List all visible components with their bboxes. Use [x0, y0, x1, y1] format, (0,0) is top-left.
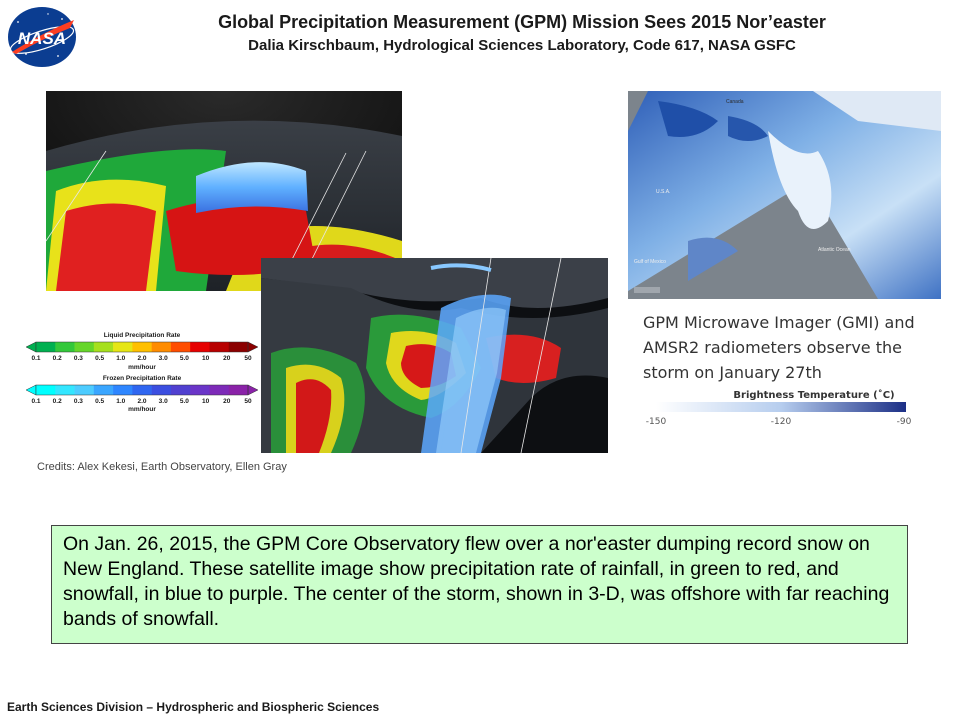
- liquid-scale-unit: mm/hour: [128, 364, 156, 371]
- scale_frozen-arrow-left: [26, 385, 36, 395]
- scale_frozen-color-cell: [75, 385, 95, 395]
- frozen-scale-title: Frozen Precipitation Rate: [102, 375, 182, 382]
- gpm-precipitation-map-image: [261, 258, 608, 453]
- scale_frozen-color-cell: [152, 385, 172, 395]
- bt-legend-bar: [656, 402, 906, 412]
- gmi-map-label-gulf: Gulf of Mexico: [634, 259, 666, 265]
- scale_liquid-color-cell: [55, 342, 75, 352]
- scale_liquid-tick-label: 0.5: [95, 355, 105, 362]
- page-title: Global Precipitation Measurement (GPM) Mission Sees 2015 Nor’easter: [218, 12, 826, 32]
- scale_liquid-tick-label: 50: [244, 355, 252, 362]
- scale_frozen-tick-label: 20: [223, 398, 231, 405]
- scale_liquid-tick-label: 3.0: [158, 355, 168, 362]
- scale_liquid-color-cell: [113, 342, 133, 352]
- gmi-caption: GPM Microwave Imager (GMI) and AMSR2 radiometers observe the storm on January 27th: [643, 313, 915, 382]
- gmi-map-label-canada: Canada: [726, 99, 744, 105]
- frozen-scale-bar: [26, 385, 258, 395]
- scale_frozen-tick-label: 3.0: [158, 398, 168, 405]
- liquid-scale-title: Liquid Precipitation Rate: [103, 332, 181, 339]
- scale_liquid-color-cell: [229, 342, 249, 352]
- scale_frozen-tick-label: 0.1: [31, 398, 41, 405]
- scale_liquid-color-cell: [132, 342, 152, 352]
- scale_liquid-arrow-left: [26, 342, 36, 352]
- scale_liquid-tick-label: 0.3: [73, 355, 83, 362]
- bt-legend-tick: -150: [645, 417, 667, 427]
- scale_liquid-arrow-right: [248, 342, 258, 352]
- scale_frozen-color-cell: [55, 385, 75, 395]
- scale_frozen-tick-label: 0.2: [52, 398, 62, 405]
- scale_frozen-color-cell: [132, 385, 152, 395]
- scale_liquid-color-cell: [190, 342, 210, 352]
- bt-legend-title: Brightness Temperature (˚C): [733, 390, 895, 401]
- scale_frozen-color-cell: [113, 385, 133, 395]
- scale_frozen-color-cell: [209, 385, 229, 395]
- gmi-map-label-usa: U.S.A.: [656, 189, 671, 195]
- scale_frozen-color-cell: [190, 385, 210, 395]
- scale_liquid-tick-label: 1.0: [116, 355, 126, 362]
- liquid-scale-bar: [26, 342, 258, 352]
- scale_liquid-tick-label: 0.2: [52, 355, 62, 362]
- scale_frozen-color-cell: [36, 385, 56, 395]
- scale_frozen-tick-label: 5.0: [179, 398, 189, 405]
- scale_frozen-color-cell: [94, 385, 114, 395]
- scale_frozen-tick-label: 1.0: [116, 398, 126, 405]
- scale_liquid-tick-label: 20: [223, 355, 231, 362]
- scale_liquid-color-cell: [171, 342, 191, 352]
- scale_frozen-tick-label: 0.3: [73, 398, 83, 405]
- frozen-scale-ticks: [31, 398, 252, 405]
- scale_liquid-tick-label: 0.1: [31, 355, 41, 362]
- footer-division: Earth Sciences Division – Hydrospheric and Biospheric Sciences: [7, 700, 380, 714]
- scale_frozen-tick-label: 10: [201, 398, 210, 405]
- nasa-logo: [4, 4, 80, 68]
- scale_liquid-color-cell: [209, 342, 229, 352]
- scale_frozen-tick-label: 50: [244, 398, 252, 405]
- frozen-scale-unit: mm/hour: [128, 406, 156, 412]
- scale_liquid-tick-label: 10: [201, 355, 210, 362]
- nasa-logo-text: NASA: [17, 29, 67, 48]
- scale_frozen-color-cell: [229, 385, 249, 395]
- liquid-scale-ticks: [31, 355, 252, 362]
- bt-legend-tick: -120: [770, 417, 792, 427]
- gmi-map-label-atlantic: Atlantic Ocean: [818, 247, 851, 253]
- scale_liquid-color-cell: [75, 342, 95, 352]
- scale_frozen-tick-label: 2.0: [137, 398, 147, 405]
- scale_liquid-color-cell: [152, 342, 172, 352]
- precipitation-rate-legends: [22, 330, 262, 412]
- page-subtitle: Dalia Kirschbaum, Hydrological Sciences Laboratory, Code 617, NASA GSFC: [248, 37, 796, 54]
- scale_frozen-tick-label: 0.5: [95, 398, 105, 405]
- scale_frozen-arrow-right: [248, 385, 258, 395]
- gmi-brightness-temperature-image: [628, 91, 941, 299]
- description-box: On Jan. 26, 2015, the GPM Core Observatory flew over a nor'easter dumping record snow on New England. These satellite image show precipitation rate of rainfall, in green to red, and snowfall, in blue to purple. The center of the storm, shown in 3-D, was offshore with far reaching bands of snowfall.: [51, 525, 908, 644]
- scale_liquid-color-cell: [36, 342, 56, 352]
- scale_liquid-tick-label: 2.0: [137, 355, 147, 362]
- bt-legend-tick: -90: [896, 417, 912, 427]
- brightness-temperature-legend: [640, 386, 920, 428]
- scale_liquid-tick-label: 5.0: [179, 355, 189, 362]
- image-credits: Credits: Alex Kekesi, Earth Observatory, Ellen Gray: [37, 461, 287, 473]
- scale_frozen-color-cell: [171, 385, 191, 395]
- scale_liquid-color-cell: [94, 342, 114, 352]
